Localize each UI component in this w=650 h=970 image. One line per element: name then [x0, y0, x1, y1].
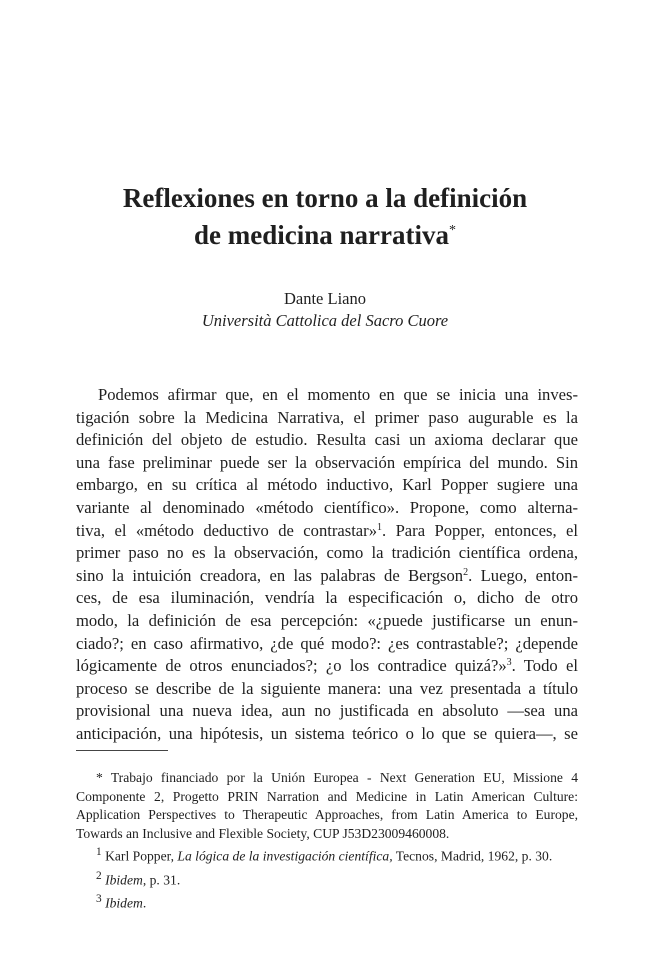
- footnote-2: [76, 867, 578, 890]
- footnote-text: Karl Popper,: [105, 848, 178, 864]
- footnote-number: 2: [96, 869, 102, 882]
- footnote-book-title: La lógica de la investigación científica,: [177, 848, 393, 864]
- title-line-2-text: de medicina narrativa: [194, 220, 449, 250]
- footnote-number: 1: [96, 846, 102, 859]
- footnote-text: .: [142, 895, 147, 911]
- body-line: ces, de esa iluminación, vendría la especificación o, dicho de otro: [76, 588, 578, 608]
- footnote-ref-3: 3: [506, 657, 512, 669]
- body-line-part: tiva, el «método deductivo de contrastar»: [76, 520, 377, 540]
- footnote-funding-line: * Trabajo financiado por la Unión Europea - Next Generation EU, Missione 4: [96, 770, 578, 785]
- body-line: [76, 565, 578, 588]
- footnote-ref-2: 2: [463, 566, 469, 578]
- title-line-1: Reflexiones en torno a la definición: [122, 183, 528, 213]
- body-line-part: . Luego, enton-: [468, 565, 578, 585]
- body-line-part: sino la intuición creadora, en las palabras de Bergson: [76, 565, 464, 585]
- body-line-part: lógicamente de otros enunciados?; ¿o los contradice quizá?»: [76, 656, 507, 676]
- title-footnote-mark: *: [448, 223, 456, 238]
- body-line-part: . Todo el: [511, 656, 578, 676]
- body-line: tigación sobre la Medicina Narrativa, el primer paso augurable es la: [76, 407, 578, 427]
- body-line-part: . Para Popper, entonces, el: [382, 520, 578, 540]
- footnote-funding-line: Application Perspectives to Therapeutic Approaches, from Latin America to Europe,: [76, 807, 578, 823]
- body-line: [76, 520, 578, 543]
- body-text: [76, 384, 578, 746]
- author-affiliation: Università Cattolica del Sacro Cuore: [201, 311, 449, 330]
- footnote-1: [76, 843, 578, 866]
- title-line-2: [0, 217, 650, 254]
- footnote-3: [76, 890, 578, 913]
- footnotes: [76, 769, 578, 913]
- footnote-text: Tecnos, Madrid, 1962, p. 30.: [392, 848, 553, 864]
- body-line: provisional una nueva idea, aun no justificada en absoluto —sea una: [76, 701, 578, 721]
- author-name: Dante Liano: [283, 289, 366, 308]
- body-line: Podemos afirmar que, en el momento en que se inicia una inves-: [98, 385, 578, 404]
- footnote-ref-1: 1: [377, 521, 382, 533]
- footnote-funding-line: Componente 2, Progetto PRIN Narration and Medicine in Latin American Culture:: [76, 788, 578, 804]
- footnote-ibidem: Ibidem: [105, 895, 143, 911]
- body-line: ciado?; en caso afirmativo, ¿de qué modo?: ¿es contrastable?; ¿depende: [76, 633, 578, 653]
- author-block: [0, 288, 650, 332]
- article-title: [0, 180, 650, 254]
- footnote-funding-line: Towards an Inclusive and Flexible Society, CUP J53D23009460008.: [76, 825, 450, 841]
- footnote-text: , p. 31.: [142, 872, 181, 888]
- body-line: primer paso no es la observación, como la tradición científica ordena,: [76, 543, 578, 563]
- body-line: variante al denominado «método científico». Propone, como alterna-: [76, 497, 578, 517]
- body-line: modo, la definición de esa percepción: «¿puede justificarse un enun-: [76, 610, 578, 630]
- body-line: anticipación, una hipótesis, un sistema teórico o lo que se quiera—, se: [76, 723, 578, 743]
- body-line: [76, 655, 578, 678]
- body-line: definición del objeto de estudio. Resulta casi un axioma declarar que: [76, 430, 578, 450]
- footnote-ibidem: Ibidem: [105, 872, 143, 888]
- footnote-number: 3: [96, 892, 102, 905]
- footnote-divider: [76, 750, 168, 751]
- body-line: embargo, en su crítica al método inductivo, Karl Popper sugiere una: [76, 475, 578, 495]
- body-line: proceso se describe de la siguiente manera: una vez presentada a título: [76, 678, 578, 698]
- body-line: una fase preliminar puede ser la observación empírica del mundo. Sin: [76, 452, 578, 472]
